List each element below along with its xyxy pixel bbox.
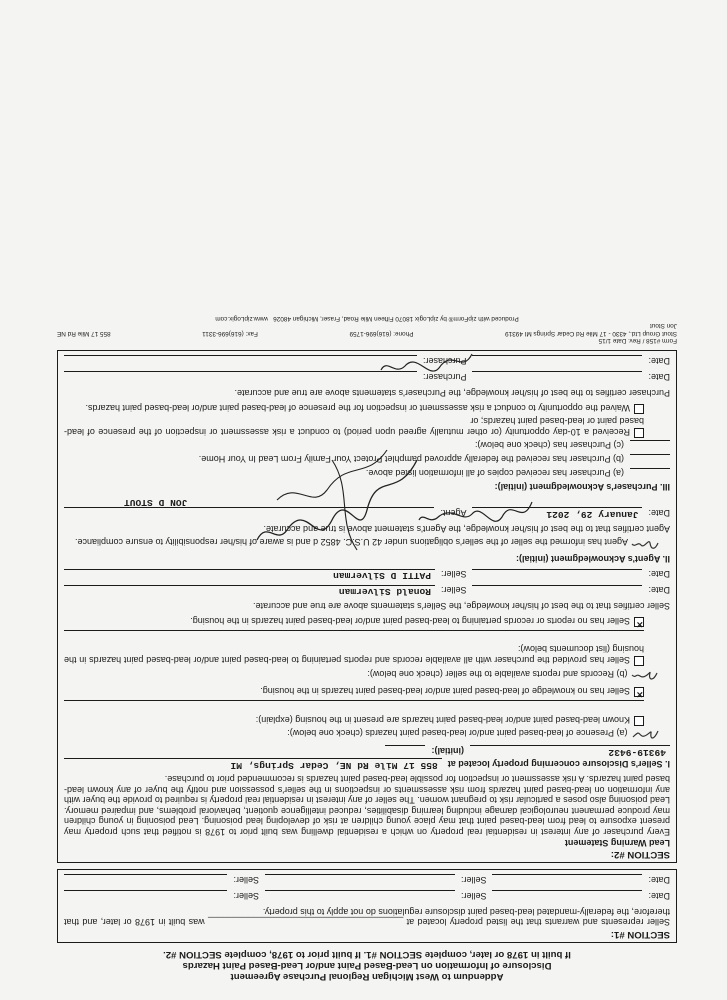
seller-signature-field[interactable] (64, 569, 435, 581)
seller-sign-row-2 (64, 569, 670, 581)
footer-property: 855 17 Mile Rd NE (57, 329, 111, 337)
part-1-b-label: (b) Records and reports available to the seller (check one below): (367, 668, 628, 679)
addendum-form (57, 314, 677, 982)
purchaser-initial-c[interactable] (630, 440, 670, 452)
part-1-title: I. Seller's Disclosure concerning property located at (447, 759, 670, 770)
initials-scribble (630, 669, 660, 683)
agent-certify: Agent certifies that to the best of his/her knowledge, the Agent's statement above is true and accurate. (263, 523, 670, 534)
purchaser-label: Purchaser: (422, 355, 467, 366)
part-3-c-opt2 (64, 402, 644, 414)
part-3-b: (b) Purchaser has received the federally approved pamphlet Protect Your Family From Lead In Your Home. (198, 454, 624, 465)
part-3-title: III. Purchaser's Acknowledgment (initial): (494, 482, 670, 493)
part-1-b-opt2 (64, 615, 644, 627)
no-records-checkbox[interactable] (634, 617, 644, 627)
no-knowledge-text: Seller has no knowledge of lead-based paint and/or lead-based paint hazards in the housing. (260, 686, 630, 697)
part-3-a-row (64, 468, 670, 480)
lead-warning-title: Lead Warning Statement (564, 837, 670, 848)
seller-signature-field[interactable] (265, 890, 455, 902)
part-3-a: (a) Purchaser has received copies of all information listed above. (365, 468, 624, 479)
section-1-title: SECTION #1: (610, 929, 670, 940)
part-2-text: Agent has informed the seller of the seller's obligations under 42 U.S.C. 4852 d and is aware of his/her responsibility to ensure compliance. (74, 537, 628, 548)
footer-produced-row (57, 314, 677, 322)
section-1 (57, 869, 677, 943)
seller-name-1: Ronald Silverman (338, 586, 431, 598)
section-1-text: Seller represents and warrants that the listed property located at _______________________________________ was built in 1978 or later, and that therefore, the federally-mandated lead-based paint disclosure regulations do not apply to this property. (64, 906, 670, 928)
form-footer (57, 314, 677, 344)
date-label: Date: (648, 569, 670, 580)
explain-field[interactable] (64, 700, 644, 712)
date-field[interactable] (472, 569, 642, 581)
part-1-a-opt1 (64, 700, 644, 726)
known-lead-checkbox[interactable] (634, 716, 644, 726)
part-1-b-opt1 (64, 630, 644, 666)
form-subtitle: Disclosure of Information on Lead-Based Paint and/or Lead-Based Paint Hazards (182, 960, 552, 971)
date-field[interactable] (472, 371, 642, 383)
agent-name: JON D STOUT (124, 496, 188, 508)
seller-initial-field[interactable] (386, 745, 426, 757)
part-1-a-opt2 (64, 686, 644, 698)
agent-label: Agent: (440, 507, 467, 518)
footer-fax: Fax: (616)696-3311 (202, 329, 258, 337)
documents-field[interactable] (64, 630, 644, 642)
part-3 (64, 355, 670, 492)
agent-date-field[interactable] (472, 507, 642, 519)
purchaser-initial-a[interactable] (630, 468, 670, 480)
known-lead-text: Known lead-based paint and/or lead-based paint hazards are present in the housing (explain): (255, 714, 630, 725)
lead-warning-text: Every purchaser of any interest in residential real property on which a residential dwelling was built prior to 1978 is notified that such property may present exposure to lead from lead-based paint that may place young children at risk of developing lead poisoning. Lead poisoning in young children may produce permanent neurological damage including learning disabilities, reduced intelligence quotient, behavioral problems, and impaired memory. Lead poisoning also poses a particular risk to pregnant women. The seller of any interest in residential real property is required to provide the buyer with any information on lead-based paint hazards from risk assessments or inspections in the seller's possession and notify the buyer of any known lead-based paint hazards. A risk assessment or inspection for possible lead-based paint hazards is recommended prior to purchase. (64, 774, 670, 838)
date-label: Date: (648, 355, 670, 366)
waived-text: Waived the opportunity to conduct a risk assessment or inspection for the presence of lead-based paint and/or lead-based paint hazards. (85, 402, 630, 413)
seller-label: Seller: (440, 569, 467, 580)
date-label: Date: (648, 874, 670, 885)
seller-signature-field[interactable] (64, 890, 227, 902)
section-2 (57, 350, 677, 863)
property-zip-value: 49319-9432 (608, 747, 666, 759)
footer-phone: Phone: (616)696-1759 (349, 329, 414, 337)
part-3-c: (c) Purchaser has (check one below): (474, 440, 624, 451)
footer-website: www.zipLogix.com (215, 314, 268, 322)
seller-label: Seller: (460, 874, 487, 885)
initials-mark (630, 730, 660, 742)
footer-produced: Produced with zipForm® by zipLogix 18070 Fifteen Mile Road, Fraser, Michigan 48026 (273, 314, 519, 322)
agent-sign-row (64, 507, 670, 519)
footer-company-row (57, 329, 677, 337)
purchaser-sign-row-1 (64, 371, 670, 383)
part-2-text-row (64, 537, 660, 552)
records-provided-checkbox[interactable] (634, 656, 644, 666)
initials-scribble (630, 728, 660, 742)
seller-certify: Seller certifies that to the best of his/her knowledge, the Seller's statements above are true and accurate. (253, 601, 670, 612)
seller-signature-field[interactable] (64, 874, 227, 886)
date-field[interactable] (492, 874, 642, 886)
no-knowledge-checkbox[interactable] (634, 687, 644, 697)
purchaser-sign-row-2 (64, 355, 670, 367)
form-title: Addendum to West Michigan Regional Purchase Agreement (230, 971, 504, 982)
part-1-address-row-2 (64, 745, 670, 757)
property-address-field-2[interactable] (470, 745, 670, 757)
part-3-c-opt1 (64, 416, 644, 438)
part-1 (64, 569, 670, 771)
initial-label: (initial): (431, 746, 464, 757)
seller-sign-row-1 (64, 585, 670, 597)
part-1-b (64, 668, 660, 683)
footer-agent: Jon Stout (649, 322, 677, 330)
part-3-c-row (64, 440, 670, 452)
agent-date-value: January 29, 2021 (546, 508, 639, 520)
seller-signature-field[interactable] (265, 874, 455, 886)
part-3-b-row (64, 454, 670, 466)
no-records-text: Seller has no reports or records pertaining to lead-based paint and/or lead-based paint hazards in the housing. (190, 615, 630, 626)
property-address-field[interactable] (64, 758, 442, 770)
section-1-sign-row-2 (64, 874, 670, 886)
seller-label: Seller: (233, 874, 259, 885)
date-label: Date: (648, 585, 670, 596)
section-2-title: SECTION #2: (610, 849, 670, 861)
part-2-title: II. Agent's Acknowledgment (initial): (516, 553, 670, 564)
seller-signature-field[interactable] (64, 585, 435, 597)
ten-day-text: Received a 10-day opportunity (or other mutually agreed upon period) to conduct a risk assessment or inspection of the presence of lead-based paint or lead-based paint hazards; or (64, 416, 644, 437)
property-address-value: 855 17 Mile Rd NE, Cedar Springs, MI (230, 760, 438, 772)
part-1-a-label: (a) Presence of lead-based paint and/or lead-based paint hazards (check one below): (287, 728, 628, 739)
purchaser-certify: Purchaser certifies to the best of his/her knowledge, the Purchaser's statements above are true and accurate. (234, 387, 670, 398)
initials-mark (630, 671, 660, 683)
part-1-title-row (64, 758, 670, 770)
seller-label: Seller: (460, 890, 487, 901)
part-1-a (64, 728, 660, 743)
purchaser-signature-field[interactable] (64, 371, 417, 383)
date-field[interactable] (472, 585, 642, 597)
purchaser-signature-field[interactable] (64, 355, 417, 367)
initials-scribble (630, 537, 660, 551)
date-label: Date: (648, 371, 670, 382)
records-provided-text: Seller has provided the purchaser with all available records and reports pertaining to lead-based paint and/or lead-based paint hazards in the housing (list documents below): (64, 644, 644, 666)
date-field[interactable] (492, 890, 642, 902)
purchaser-initial-b[interactable] (630, 454, 670, 466)
section-1-sign-row-1 (64, 890, 670, 902)
seller-name-2: PATTI D Silverman (333, 570, 431, 582)
seller-label: Seller: (233, 890, 259, 901)
form-number: Form #158 / Rev. Date 1/15 (598, 337, 677, 345)
footer-company: Stout Group Ltd., 4330 - 17 Mile Rd Cedar Springs MI 49319 (505, 329, 677, 337)
date-label: Date: (648, 890, 670, 901)
initials-mark (630, 539, 660, 551)
purchaser-label: Purchaser: (422, 371, 467, 382)
waived-checkbox[interactable] (634, 404, 644, 414)
part-2 (64, 496, 670, 563)
seller-label: Seller: (440, 585, 467, 596)
form-instruction: If built in 1978 or later, complete SECTION #1. If built prior to 1978, complete SECTION #2. (163, 949, 571, 960)
ten-day-checkbox[interactable] (634, 428, 644, 438)
date-label: Date: (648, 507, 670, 518)
date-field[interactable] (472, 355, 642, 367)
agent-signature-field[interactable] (64, 507, 434, 519)
